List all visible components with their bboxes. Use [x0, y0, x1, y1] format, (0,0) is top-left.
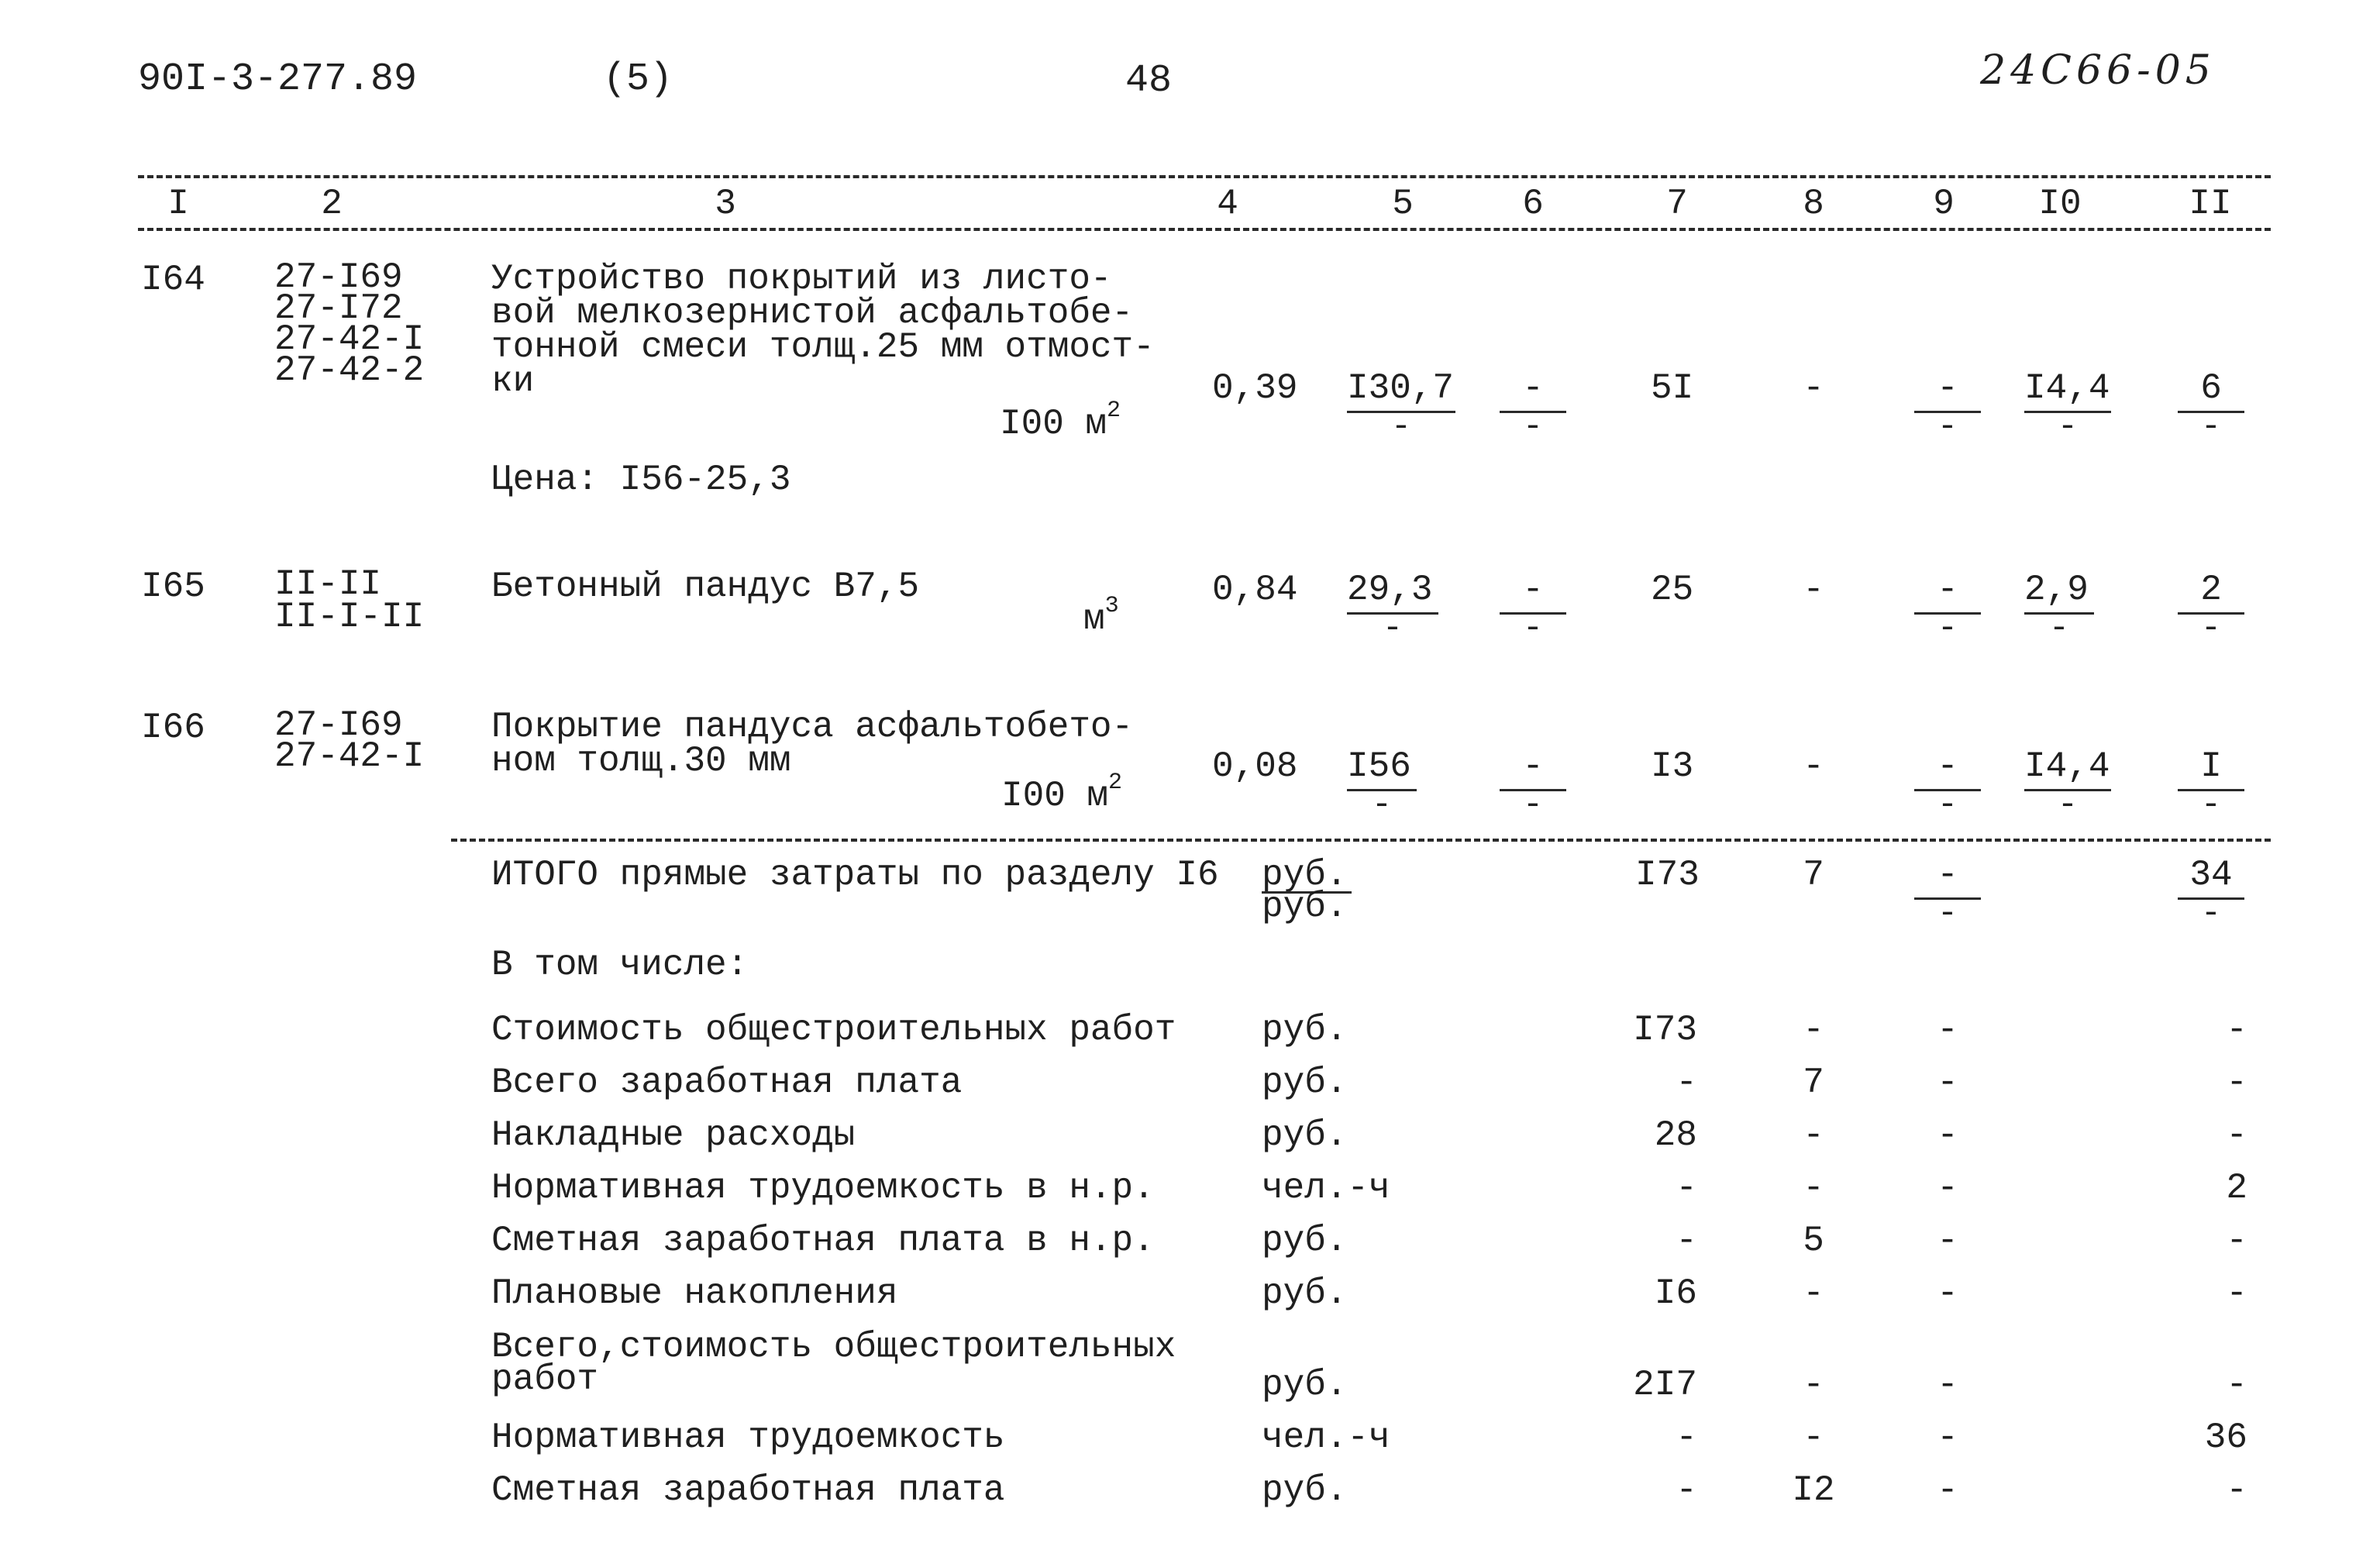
summary-col7: 28 [1654, 1115, 1697, 1156]
row-description: тонной смеси толщ.25 мм отмост- [491, 327, 1155, 367]
summary-col7: - [1676, 1417, 1697, 1458]
summary-col11: - [2226, 1221, 2247, 1261]
cell-col10: I4,4 [2024, 746, 2110, 787]
summary-unit: чел.-ч [1262, 1417, 1390, 1458]
summary-col11: 36 [2204, 1417, 2247, 1458]
col-header-5: 5 [1392, 184, 1414, 224]
cell-col5-under: - [1371, 786, 1393, 825]
cell-col11-under: - [2200, 408, 2222, 446]
cell-col7: 25 [1651, 570, 1694, 610]
summary-col8: - [1803, 1365, 1824, 1405]
document-number: 90I-3-277.89 [138, 57, 418, 102]
unit-power: 2 [1108, 770, 1123, 796]
page-number: 48 [1125, 59, 1173, 103]
summary-col8: 7 [1803, 1063, 1824, 1103]
row-code: 27-42-I [274, 736, 425, 777]
cell-col8: - [1803, 368, 1824, 408]
summary-col9: - [1937, 1273, 1958, 1314]
row-description: вой мелкозернистой асфальтобе- [491, 293, 1134, 333]
summary-col9: - [1937, 1168, 1958, 1208]
summary-col8: - [1803, 1010, 1824, 1050]
unit-power: 3 [1104, 593, 1119, 619]
summary-col8: - [1803, 1273, 1824, 1314]
summary-col9: - [1937, 1063, 1958, 1103]
summary-col11: - [2226, 1063, 2247, 1103]
total-col7: I73 [1635, 855, 1700, 895]
cell-col9-under: - [1937, 786, 1958, 825]
cell-col4: 0,84 [1212, 570, 1298, 610]
summary-label-continued: работ [491, 1359, 599, 1400]
row-number: I66 [141, 708, 205, 748]
cell-col11: 2 [2200, 570, 2222, 610]
total-unit-bottom: руб. [1262, 887, 1348, 927]
summary-unit: чел.-ч [1262, 1168, 1390, 1208]
summary-label: Сметная заработная плата в н.р. [491, 1221, 1155, 1261]
cell-col6-under: - [1522, 609, 1544, 648]
cell-col6: - [1522, 368, 1544, 408]
col-header-8: 8 [1803, 184, 1824, 224]
total-col8: 7 [1803, 855, 1824, 895]
summary-label: Накладные расходы [491, 1115, 856, 1156]
row-number: I65 [141, 567, 205, 607]
cell-col11-under: - [2200, 609, 2222, 648]
cell-col9-under: - [1937, 408, 1958, 446]
cell-col9: - [1937, 746, 1958, 787]
col-header-7: 7 [1666, 184, 1688, 224]
col-header-6: 6 [1522, 184, 1544, 224]
row-code: 27-42-2 [274, 350, 425, 391]
col-header-9: 9 [1933, 184, 1955, 224]
including-label: В том числе: [491, 945, 749, 985]
summary-col9: - [1937, 1365, 1958, 1405]
summary-label: Нормативная трудоемкость [491, 1417, 1005, 1458]
col-header-1: I [167, 184, 189, 224]
row-number: I64 [141, 260, 205, 300]
summary-col11: - [2226, 1365, 2247, 1405]
total-unit-top: руб. [1262, 855, 1348, 895]
row-code: 27-42-I [274, 319, 425, 360]
cell-col4: 0,39 [1212, 368, 1298, 408]
summary-label: Плановые накопления [491, 1273, 898, 1314]
summary-col7: - [1676, 1470, 1697, 1510]
summary-col11: - [2226, 1470, 2247, 1510]
summary-label: Всего заработная плата [491, 1063, 963, 1103]
cell-col11: 6 [2200, 368, 2222, 408]
cell-col11-under: - [2200, 786, 2222, 825]
summary-col9: - [1937, 1470, 1958, 1510]
summary-col7: 2I7 [1633, 1365, 1697, 1405]
cell-col5: I30,7 [1347, 368, 1455, 408]
row-description: ки [491, 361, 535, 401]
cell-col6-under: - [1522, 408, 1544, 446]
cell-col6: - [1522, 746, 1544, 787]
cell-col6: - [1522, 570, 1544, 610]
row-unit [1083, 593, 1119, 639]
summary-col9: - [1937, 1010, 1958, 1050]
header-top-rule [138, 175, 2271, 178]
cell-col4: 0,08 [1212, 746, 1298, 787]
cell-col7: 5I [1651, 368, 1694, 408]
col-header-4: 4 [1217, 184, 1238, 224]
summary-unit: руб. [1262, 1273, 1348, 1314]
row-description: Устройство покрытий из листо- [491, 259, 1112, 299]
row-code: 27-I69 [274, 257, 403, 298]
cell-col10-under: - [2057, 786, 2079, 825]
cell-col5-under: - [1390, 408, 1412, 446]
summary-col9: - [1937, 1417, 1958, 1458]
header-bottom-rule [138, 228, 2271, 231]
cell-col9: - [1937, 368, 1958, 408]
summary-col7: I73 [1633, 1010, 1697, 1050]
summary-col8: 5 [1803, 1221, 1824, 1261]
summary-unit: руб. [1262, 1470, 1348, 1510]
row-code: 27-I69 [274, 705, 403, 746]
total-col9-under: - [1937, 894, 1958, 933]
row-unit [1001, 770, 1123, 816]
total-col9: - [1937, 855, 1958, 895]
row-code: II-I-II [274, 597, 425, 637]
row-code: II-II [274, 564, 382, 605]
unit-power: 2 [1107, 398, 1121, 424]
cell-col10-under: - [2057, 408, 2079, 446]
col-header-10: I0 [2038, 184, 2082, 224]
summary-label: Всего,стоимость общестроительных [491, 1327, 1176, 1367]
summary-col11: - [2226, 1115, 2247, 1156]
summary-unit: руб. [1262, 1221, 1348, 1261]
unit-text: м [1083, 599, 1105, 639]
total-col11-under: - [2200, 894, 2222, 933]
cell-col6-under: - [1522, 786, 1544, 825]
cell-col11: I [2200, 746, 2222, 787]
summary-col9: - [1937, 1115, 1958, 1156]
summary-label: Стоимость общестроительных работ [491, 1010, 1176, 1050]
total-col11: 34 [2189, 855, 2233, 895]
summary-col7: - [1676, 1168, 1697, 1208]
row-description: Бетонный пандус В7,5 [491, 567, 920, 607]
summary-col11: 2 [2226, 1168, 2247, 1208]
unit-text: I00 м [1000, 404, 1107, 444]
sheet-label: (5) [603, 57, 673, 102]
summary-unit: руб. [1262, 1365, 1348, 1405]
cell-col8: - [1803, 570, 1824, 610]
summary-label: Сметная заработная плата [491, 1470, 1005, 1510]
cell-col8: - [1803, 746, 1824, 787]
summary-col7: I6 [1654, 1273, 1697, 1314]
cell-col9: - [1937, 570, 1958, 610]
total-label: ИТОГО прямые затраты по разделу I6 [491, 855, 1219, 895]
summary-unit: руб. [1262, 1063, 1348, 1103]
cell-col5: 29,3 [1347, 570, 1433, 610]
col-header-3: 3 [715, 184, 736, 224]
row-description: ном толщ.30 мм [491, 741, 791, 781]
total-rule [451, 839, 2271, 842]
summary-col9: - [1937, 1221, 1958, 1261]
summary-col8: - [1803, 1168, 1824, 1208]
summary-col11: - [2226, 1010, 2247, 1050]
summary-col7: - [1676, 1221, 1697, 1261]
cell-col10: 2,9 [2024, 570, 2089, 610]
summary-col8: - [1803, 1115, 1824, 1156]
cell-col9-under: - [1937, 609, 1958, 648]
row-price: Цена: I56-25,3 [491, 460, 791, 500]
cell-col5: I56 [1347, 746, 1411, 787]
summary-col8: I2 [1792, 1470, 1835, 1510]
summary-col7: - [1676, 1063, 1697, 1103]
summary-col11: - [2226, 1273, 2247, 1314]
cell-col10: I4,4 [2024, 368, 2110, 408]
row-unit [1000, 398, 1121, 444]
cell-col5-under: - [1382, 609, 1404, 648]
cell-col7: I3 [1651, 746, 1694, 787]
row-code: 27-I72 [274, 288, 403, 329]
cell-col10-under: - [2048, 609, 2070, 648]
col-header-2: 2 [321, 184, 343, 224]
summary-label: Нормативная трудоемкость в н.р. [491, 1168, 1155, 1208]
unit-text: I00 м [1001, 776, 1109, 816]
summary-unit: руб. [1262, 1010, 1348, 1050]
col-header-11: II [2189, 184, 2232, 224]
archive-code: 24С66-05 [1980, 47, 2216, 94]
row-description: Покрытие пандуса асфальтобето- [491, 707, 1134, 747]
summary-col8: - [1803, 1417, 1824, 1458]
summary-unit: руб. [1262, 1115, 1348, 1156]
